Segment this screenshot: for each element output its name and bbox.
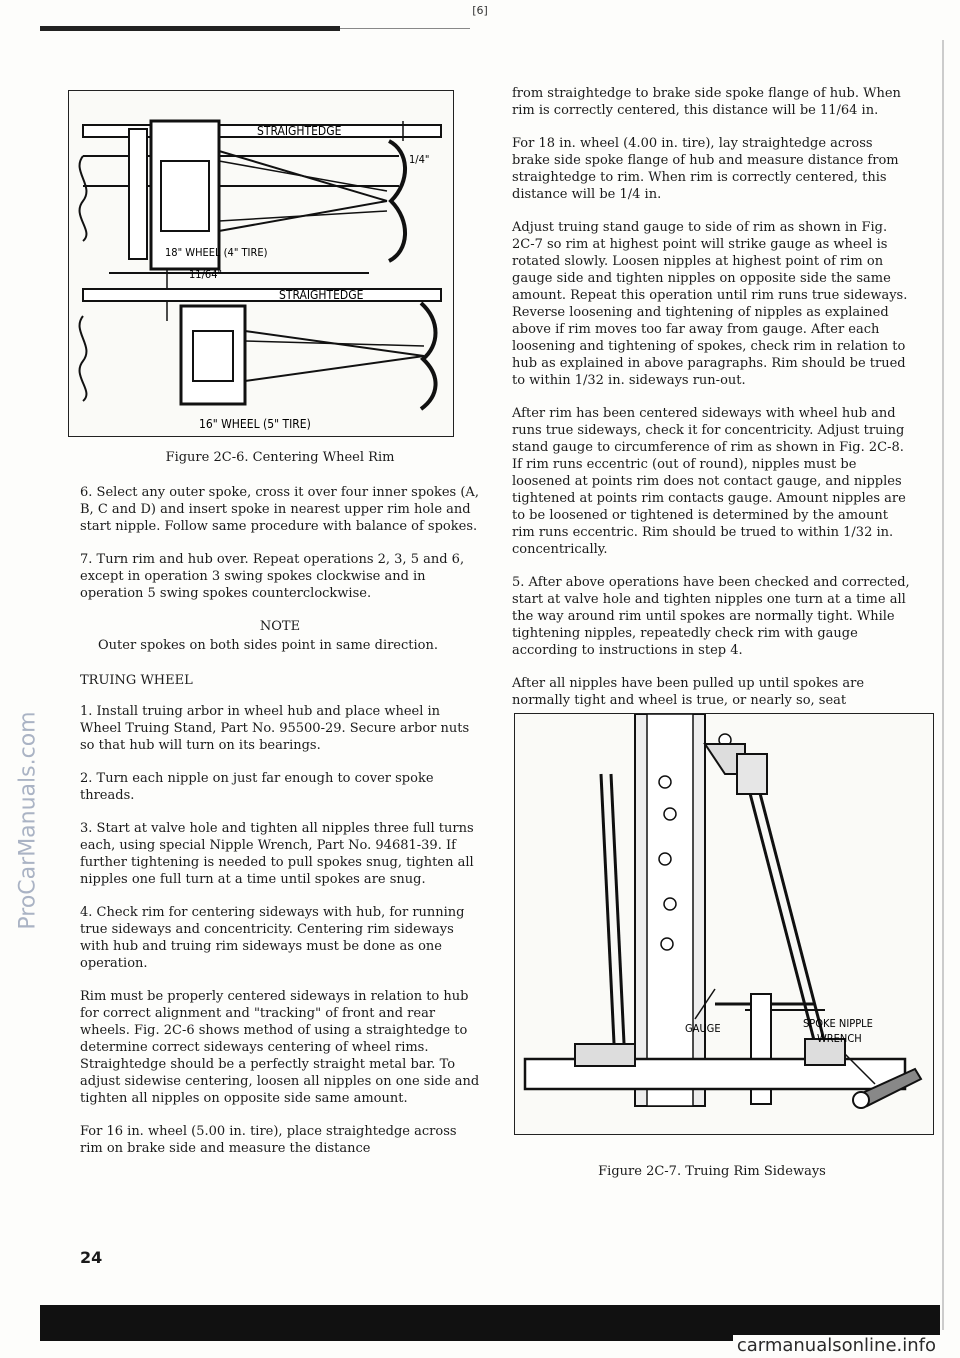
figure-centering-wheel-rim <box>68 90 454 437</box>
truing-step-1: 1. Install truing arbor in wheel hub and place wheel in Wheel Truing Stand, Part No. 95500-29. Secure arbor nuts so that hub will turn on its bearings. <box>80 704 470 753</box>
top-rule <box>40 26 340 31</box>
figure-1-drawing <box>69 91 453 436</box>
eighteen-inch-paragraph: For 18 in. wheel (4.00 in. tire), lay straightedge across brake side spoke flange of hub and measure distance from straightedge to rim. When rim is correctly centered, this distance will be 1/4 in. <box>512 136 899 202</box>
right-edge-rule <box>942 40 944 1330</box>
truing-step-4: 4. Check rim for centering sideways with hub, for running true sideways and concentricity. Centering rim sideways with hub and truing rim sideways must be done as one operation. <box>80 905 465 971</box>
left-column <box>80 85 480 1173</box>
sixteen-inch-paragraph: For 16 in. wheel (5.00 in. tire), place straightedge across rim on brake side and measure the distance <box>80 1124 457 1156</box>
figure-2-drawing <box>515 714 933 1134</box>
page-number: 24 <box>80 1248 103 1267</box>
label-wrench: WRENCH <box>817 1032 862 1045</box>
figure-truing-rim-sideways <box>514 713 934 1135</box>
final-paragraph: After all nipples have been pulled up until spokes are normally tight and wheel is true, or nearly so, seat <box>512 676 865 708</box>
figure-2-caption: Figure 2C-7. Truing Rim Sideways <box>598 1164 826 1179</box>
truing-step-2: 2. Turn each nipple on just far enough to cover spoke threads. <box>80 771 434 803</box>
truing-step-3: 3. Start at valve hole and tighten all nipples three full turns each, using special Nipple Wrench, Part No. 94681-39. If further tightening is needed to pull spokes snug, tighten all nipples one full turn at a time until spokes are snug. <box>80 821 474 887</box>
label-straightedge-bottom: STRAIGHTEDGE <box>279 288 364 302</box>
continuation-paragraph: from straightedge to brake side spoke flange of hub. When rim is correctly centered, this distance will be 11/64 in. <box>512 86 901 118</box>
note-body: Outer spokes on both sides point in same direction. <box>98 638 438 653</box>
label-11-64-inch: 11/64" <box>189 268 223 281</box>
concentricity-paragraph: After rim has been centered sideways with wheel hub and runs true sideways, check it for concentricity. Adjust truing stand gauge to circumference of rim as shown in Fig. 2C-8. If rim runs eccentric (out of round), nipples must be loosened at points rim does not contact gauge, and nipples tightened at points rim contacts gauge. Amount nipples are to be loosened or tightened is determined by the amount rim runs eccentric. Rim should be trued to within 1/32 in. concentrically. <box>512 406 906 557</box>
side-watermark-text: ProCarManuals.com <box>15 710 41 930</box>
label-straightedge-top: STRAIGHTEDGE <box>257 124 342 138</box>
side-watermark <box>8 560 48 1080</box>
step-7-paragraph: 7. Turn rim and hub over. Repeat operations 2, 3, 5 and 6, except in operation 3 swing spokes clockwise and in operation 5 swing spokes counterclockwise. <box>80 552 465 601</box>
label-spoke-nipple: SPOKE NIPPLE <box>803 1017 873 1030</box>
note-heading: NOTE <box>259 619 301 634</box>
step-5-paragraph: 5. After above operations have been checked and corrected, start at valve hole and tighten nipples one turn at a time all the way around rim until spokes are normally tight. While tightening nipples, repeatedly check rim with gauge according to instructions in step 4. <box>512 575 910 658</box>
top-rule-thin <box>340 28 470 29</box>
label-16-inch-wheel: 16" WHEEL (5" TIRE) <box>199 417 311 431</box>
section-heading-truing-wheel: TRUING WHEEL <box>80 673 193 688</box>
label-gauge: GAUGE <box>685 1022 721 1035</box>
right-column <box>512 85 912 1198</box>
label-18-inch-wheel: 18" WHEEL (4" TIRE) <box>165 246 268 259</box>
figure-1-caption: Figure 2C-6. Centering Wheel Rim <box>165 450 395 465</box>
adjust-gauge-paragraph: Adjust truing stand gauge to side of rim as shown in Fig. 2C-7 so rim at highest point will strike gauge as wheel is rotated slowly. Loosen nipples at highest point of rim on gauge side and tighten nipples on opposite side the same amount. Repeat this operation until rim runs true sideways. Reverse loosening and tightening of nipples as explained above if rim moves too far away from gauge. After each loosening and tightening of spokes, check rim in relation to hub as explained in above paragraphs. Rim should be trued to within 1/32 in. sideways run-out. <box>512 220 908 388</box>
label-quarter-inch: 1/4" <box>409 153 430 166</box>
bottom-watermark: carmanualsonline.info <box>733 1335 940 1356</box>
step-6-paragraph: 6. Select any outer spoke, cross it over four inner spokes (A, B, C and D) and insert spoke in nearest upper rim hole and start nipple. Follow same procedure with balance of spokes. <box>80 485 479 534</box>
page-header-label: [6] <box>472 4 488 17</box>
rim-centering-paragraph: Rim must be properly centered sideways in relation to hub for correct alignment and "tracking" of front and rear wheels. Fig. 2C-6 shows method of using a straightedge to determine correct sideways centering of wheel rims. Straightedge should be a perfectly straight metal bar. To adjust sidewise centering, loosen all nipples on one side and tighten all nipples on opposite side same amount. <box>80 989 480 1106</box>
